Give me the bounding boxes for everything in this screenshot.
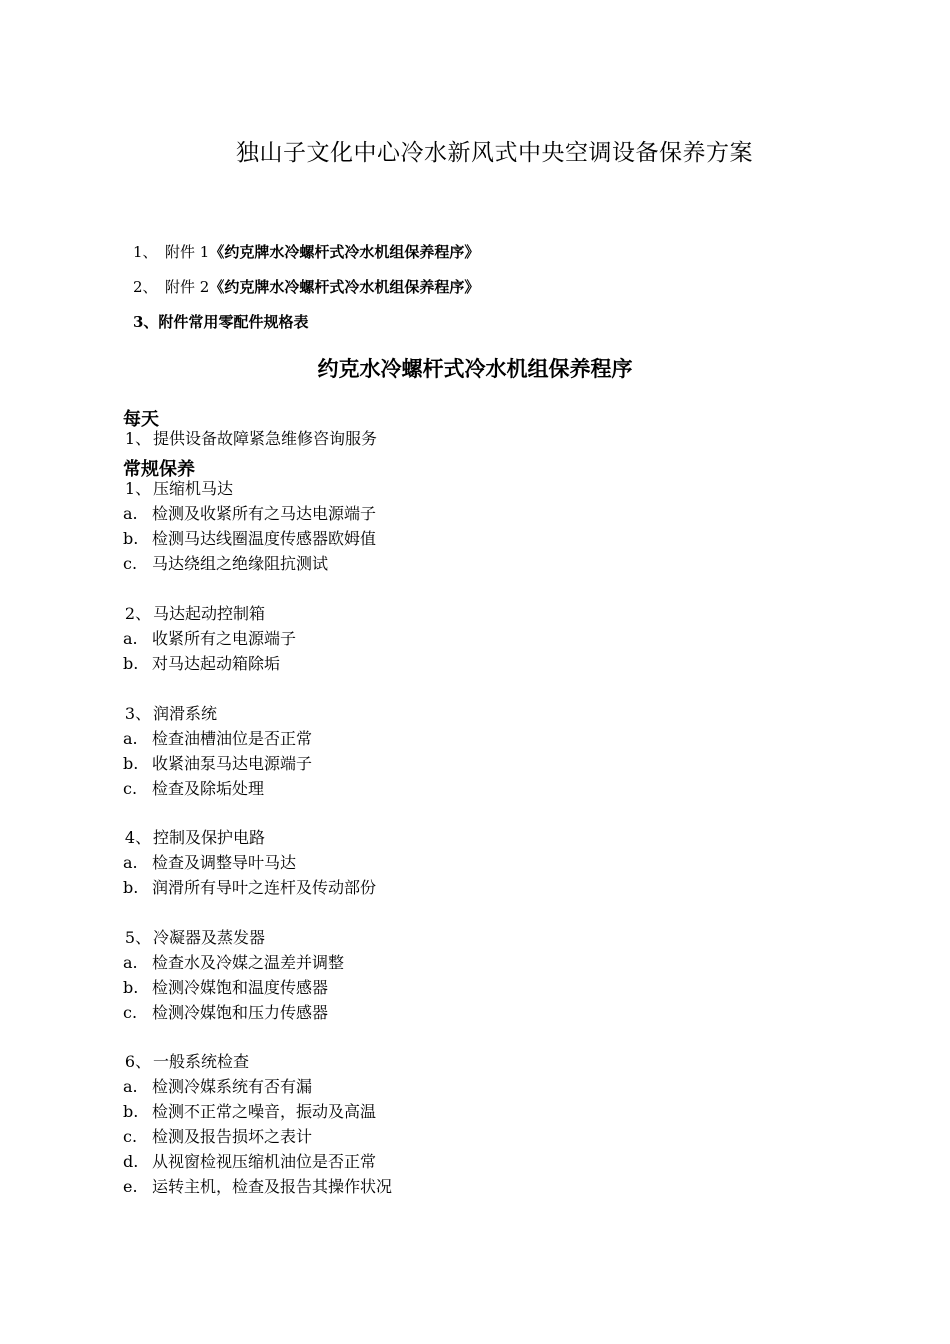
list-item bbox=[123, 753, 312, 775]
list-item bbox=[123, 653, 280, 675]
item-text: 检测冷媒系统有否有漏 bbox=[152, 1077, 313, 1096]
item-text: 马达绕组之绝缘阻抗测试 bbox=[152, 554, 329, 573]
item-label: c. bbox=[123, 1127, 138, 1146]
list-item bbox=[123, 628, 296, 650]
group-title-3 bbox=[123, 703, 217, 725]
item-label: a. bbox=[123, 853, 138, 872]
item-text: 检查水及冷媒之温差并调整 bbox=[152, 953, 345, 972]
section-title: 约克水冷螺杆式冷水机组保养程序 bbox=[317, 356, 633, 381]
item-label: c. bbox=[123, 554, 138, 573]
item-label: 2、 bbox=[124, 604, 152, 623]
item-label: b. bbox=[123, 878, 139, 897]
attachment-item-2 bbox=[133, 276, 479, 297]
item-label: 5、 bbox=[124, 928, 152, 947]
item-label: 6、 bbox=[124, 1052, 152, 1071]
list-item bbox=[123, 778, 264, 800]
group-title-1 bbox=[123, 478, 233, 500]
group-title-4 bbox=[123, 827, 265, 849]
item-label: 4、 bbox=[124, 828, 152, 847]
item-label: d. bbox=[123, 1152, 139, 1171]
list-item bbox=[123, 1101, 376, 1123]
item-label: b. bbox=[123, 754, 139, 773]
daily-item bbox=[123, 428, 377, 450]
item-text: 润滑系统 bbox=[153, 704, 218, 723]
list-item bbox=[123, 977, 328, 999]
item-label: b. bbox=[123, 654, 139, 673]
item-text: 检测不正常之噪音，振动及高温 bbox=[152, 1102, 377, 1121]
item-label: b. bbox=[123, 978, 139, 997]
item-text: 冷凝器及蒸发器 bbox=[153, 928, 266, 947]
attachment-item-1 bbox=[133, 241, 479, 262]
item-label: a. bbox=[123, 729, 138, 748]
list-item bbox=[123, 503, 376, 525]
item-label: e. bbox=[123, 1177, 138, 1196]
item-text: 检查及调整导叶马达 bbox=[152, 853, 297, 872]
item-label: c. bbox=[123, 779, 138, 798]
list-item bbox=[123, 1151, 376, 1173]
item-text: 运转主机，检查及报告其操作状况 bbox=[152, 1177, 393, 1196]
item-label: 1、 bbox=[124, 429, 152, 448]
attachment-title: 《约克牌水冷螺杆式冷水机组保养程序》 bbox=[209, 278, 480, 296]
attachment-number: 1、 bbox=[133, 243, 158, 261]
list-item bbox=[123, 852, 296, 874]
item-text: 对马达起动箱除垢 bbox=[152, 654, 281, 673]
group-title-2 bbox=[123, 603, 265, 625]
item-text: 检查油槽油位是否正常 bbox=[152, 729, 313, 748]
item-text: 检测冷媒饱和温度传感器 bbox=[152, 978, 329, 997]
list-item bbox=[123, 528, 376, 550]
list-item bbox=[123, 952, 344, 974]
list-item bbox=[123, 728, 312, 750]
daily-heading: 每天 bbox=[123, 409, 159, 430]
item-label: a. bbox=[123, 953, 138, 972]
group-title-5 bbox=[123, 927, 265, 949]
list-item bbox=[123, 877, 376, 899]
item-text: 润滑所有导叶之连杆及传动部份 bbox=[152, 878, 377, 897]
list-item bbox=[123, 1002, 328, 1024]
routine-heading: 常规保养 bbox=[123, 459, 195, 480]
attachment-number: 2、 bbox=[133, 278, 158, 296]
item-label: b. bbox=[123, 529, 139, 548]
list-item bbox=[123, 1076, 312, 1098]
item-text: 控制及保护电路 bbox=[153, 828, 266, 847]
item-text: 从视窗检视压缩机油位是否正常 bbox=[152, 1152, 377, 1171]
item-text: 检测马达线圈温度传感器欧姆值 bbox=[152, 529, 377, 548]
list-item bbox=[123, 553, 328, 575]
page-title: 独山子文化中心冷水新风式中央空调设备保养方案 bbox=[236, 140, 753, 166]
list-item bbox=[123, 1176, 392, 1198]
item-text: 一般系统检查 bbox=[153, 1052, 250, 1071]
item-label: b. bbox=[123, 1102, 139, 1121]
item-text: 收紧所有之电源端子 bbox=[152, 629, 297, 648]
group-title-6 bbox=[123, 1051, 249, 1073]
item-label: a. bbox=[123, 504, 138, 523]
attachment-prefix: 附件 2 bbox=[165, 278, 210, 296]
item-text: 检查及除垢处理 bbox=[152, 779, 265, 798]
item-label: a. bbox=[123, 629, 138, 648]
item-label: c. bbox=[123, 1003, 138, 1022]
item-text: 检测及报告损坏之表计 bbox=[152, 1127, 313, 1146]
item-text: 压缩机马达 bbox=[153, 479, 234, 498]
list-item bbox=[123, 1126, 312, 1148]
item-label: 1、 bbox=[124, 479, 152, 498]
item-text: 检测冷媒饱和压力传感器 bbox=[152, 1003, 329, 1022]
item-text: 提供设备故障紧急维修咨询服务 bbox=[153, 429, 378, 448]
attachment-title: 《约克牌水冷螺杆式冷水机组保养程序》 bbox=[209, 243, 480, 261]
item-label: a. bbox=[123, 1077, 138, 1096]
item-text: 收紧油泵马达电源端子 bbox=[152, 754, 313, 773]
item-text: 马达起动控制箱 bbox=[153, 604, 266, 623]
item-text: 检测及收紧所有之马达电源端子 bbox=[152, 504, 377, 523]
attachment-prefix: 附件 1 bbox=[165, 243, 210, 261]
item-label: 3、 bbox=[124, 704, 152, 723]
attachment-item-3: 3、附件常用零配件规格表 bbox=[133, 313, 309, 331]
